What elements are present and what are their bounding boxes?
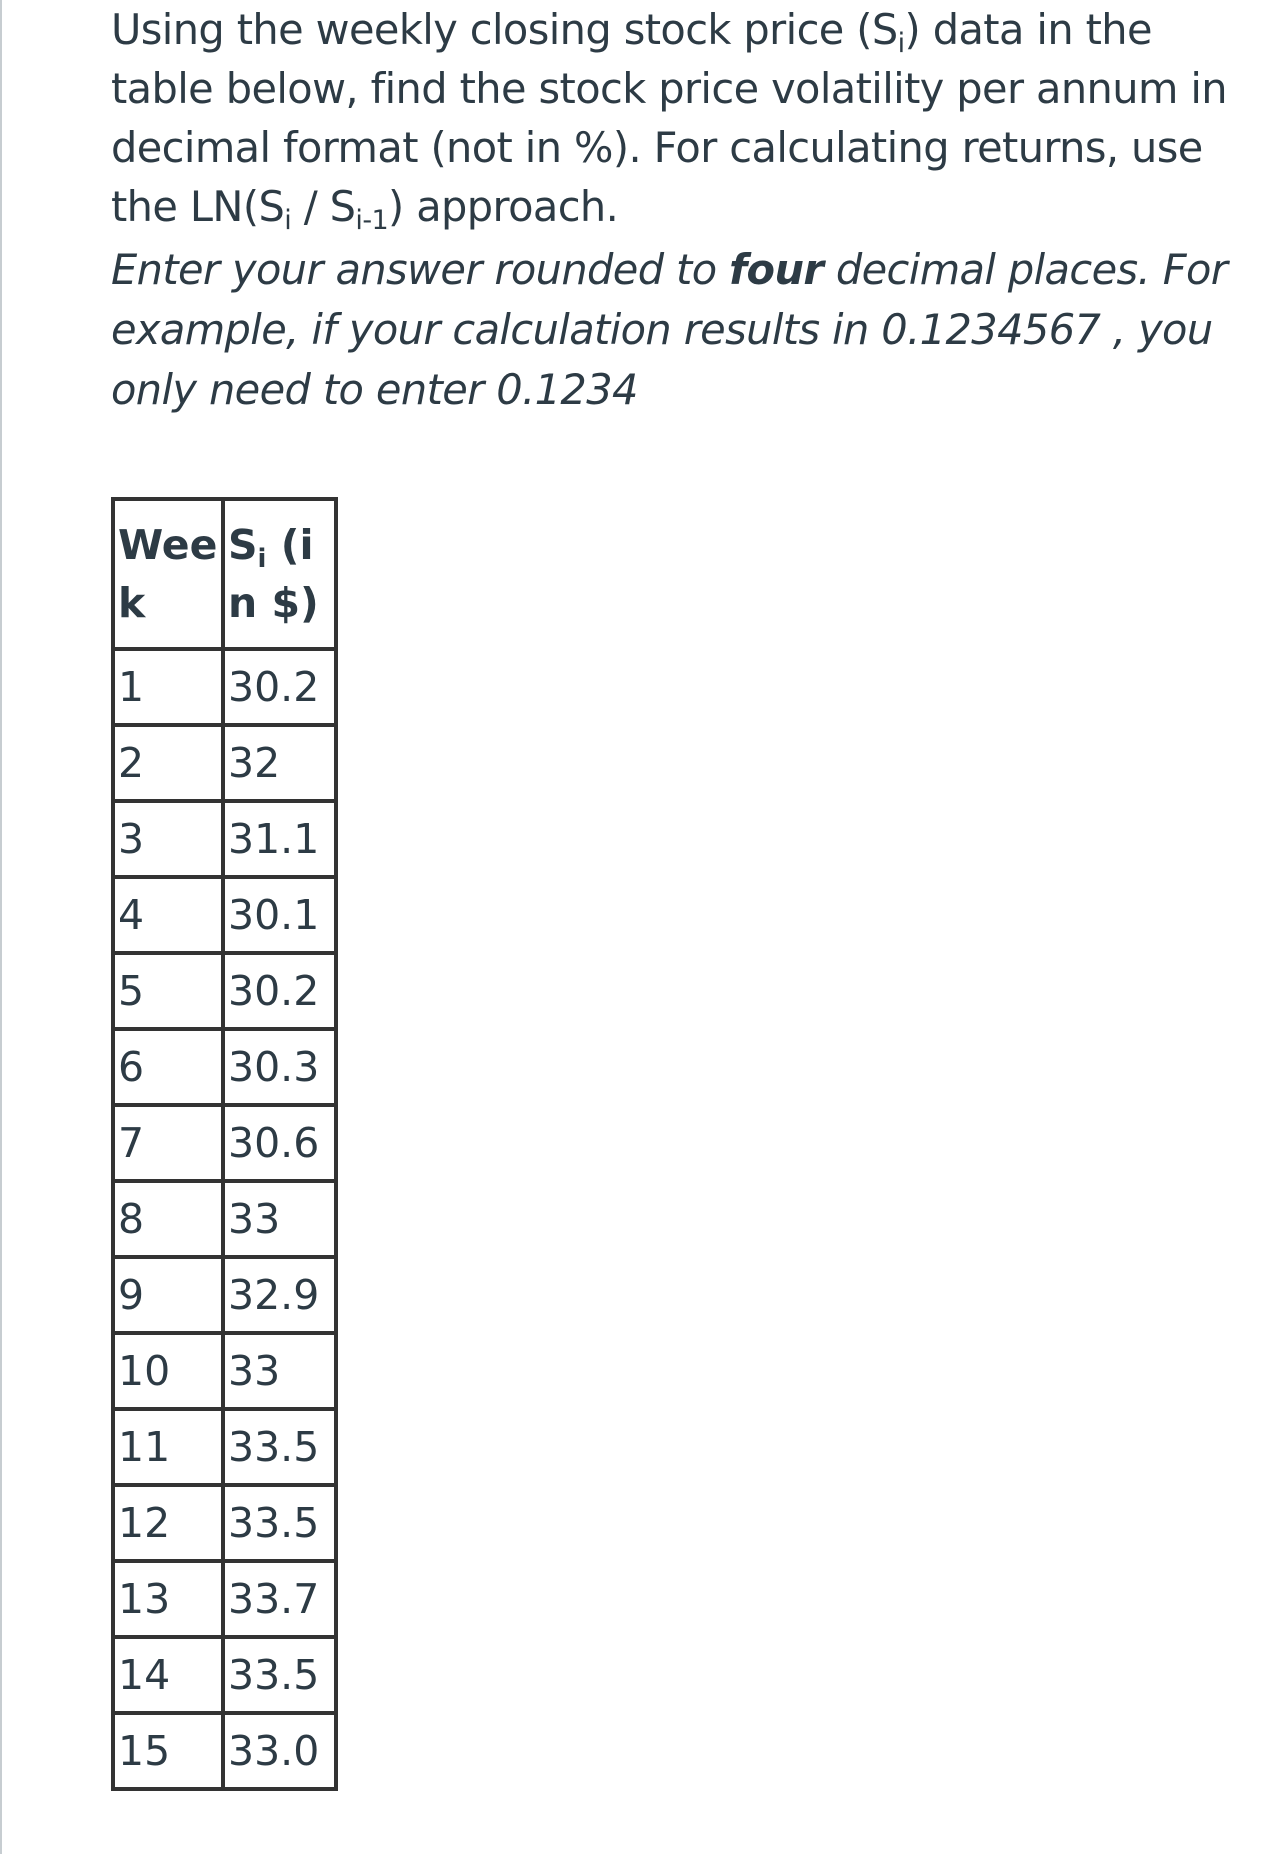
table-row bbox=[113, 1105, 336, 1181]
week-cell: 13 bbox=[113, 1561, 223, 1637]
table-row bbox=[113, 1409, 336, 1485]
price-cell: 33 bbox=[223, 1333, 336, 1409]
week-cell: 1 bbox=[113, 649, 223, 725]
week-cell: 6 bbox=[113, 1029, 223, 1105]
week-cell: 4 bbox=[113, 877, 223, 953]
table-row bbox=[113, 801, 336, 877]
price-cell: 30.2 bbox=[223, 953, 336, 1029]
price-cell: 30.1 bbox=[223, 877, 336, 953]
table-row bbox=[113, 1485, 336, 1561]
price-cell: 33.0 bbox=[223, 1713, 336, 1789]
table-body bbox=[113, 649, 336, 1789]
table-row bbox=[113, 1637, 336, 1713]
week-cell: 15 bbox=[113, 1713, 223, 1789]
week-cell: 8 bbox=[113, 1181, 223, 1257]
price-cell: 30.2 bbox=[223, 649, 336, 725]
table-row bbox=[113, 1029, 336, 1105]
table-row bbox=[113, 1181, 336, 1257]
price-cell: 33.5 bbox=[223, 1485, 336, 1561]
week-cell: 2 bbox=[113, 725, 223, 801]
week-cell: 12 bbox=[113, 1485, 223, 1561]
table-row bbox=[113, 1333, 336, 1409]
table-row bbox=[113, 877, 336, 953]
table-row bbox=[113, 1257, 336, 1333]
price-cell: 33.5 bbox=[223, 1409, 336, 1485]
table-row bbox=[113, 649, 336, 725]
week-cell: 5 bbox=[113, 953, 223, 1029]
price-cell: 30.6 bbox=[223, 1105, 336, 1181]
header-week: Week bbox=[113, 499, 223, 649]
week-cell: 7 bbox=[113, 1105, 223, 1181]
question-text: Using the weekly closing stock price $(S_i)$ data in the table below, find the stock price volatility per annum in decimal format (not in %). For calculating returns, use the $LN(S_i / S_{i-1})$ approach. bbox=[111, 5, 1228, 236]
question-content bbox=[111, 0, 1261, 420]
price-cell: 30.3 bbox=[223, 1029, 336, 1105]
table-row bbox=[113, 1713, 336, 1789]
price-cell: 32 bbox=[223, 725, 336, 801]
table-header-row bbox=[113, 499, 336, 649]
table-row bbox=[113, 953, 336, 1029]
week-cell: 14 bbox=[113, 1637, 223, 1713]
price-cell: 31.1 bbox=[223, 801, 336, 877]
week-cell: 9 bbox=[113, 1257, 223, 1333]
price-cell: 32.9 bbox=[223, 1257, 336, 1333]
week-cell: 10 bbox=[113, 1333, 223, 1409]
stock-price-table bbox=[111, 497, 338, 1791]
header-price: $S_i$ (in $) bbox=[223, 499, 336, 649]
week-cell: 11 bbox=[113, 1409, 223, 1485]
left-border bbox=[0, 0, 2, 1854]
price-cell: 33 bbox=[223, 1181, 336, 1257]
table-row bbox=[113, 1561, 336, 1637]
answer-instruction: Enter your answer rounded to four decimal places. For example, if your calculation results in 0.1234567 , you only need to enter 0.1234 bbox=[111, 245, 1228, 414]
table-row bbox=[113, 725, 336, 801]
price-cell: 33.7 bbox=[223, 1561, 336, 1637]
price-cell: 33.5 bbox=[223, 1637, 336, 1713]
instruction-emphasis: four bbox=[729, 245, 824, 294]
week-cell: 3 bbox=[113, 801, 223, 877]
